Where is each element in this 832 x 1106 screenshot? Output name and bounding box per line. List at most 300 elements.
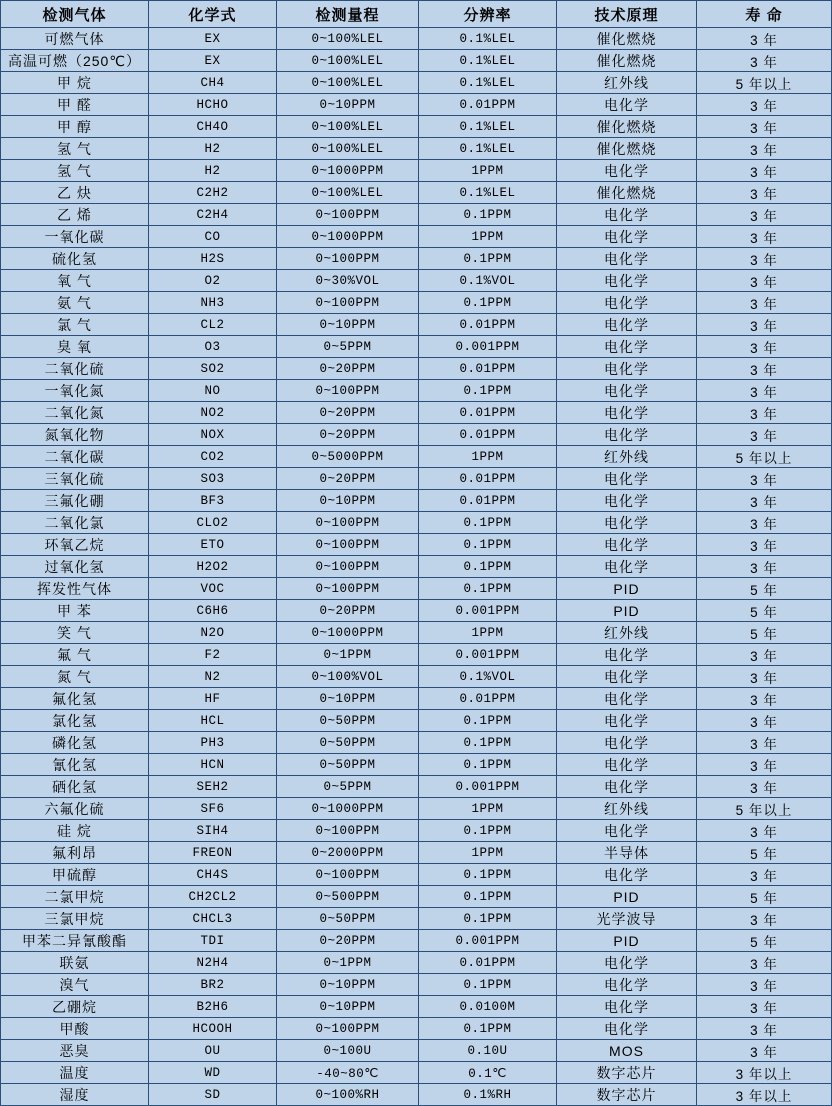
cell-gas: 挥发性气体 — [1, 578, 149, 600]
table-row — [1, 248, 832, 270]
cell-resolution: 0.10U — [419, 1040, 557, 1062]
cell-lifetime: 3 年 — [697, 358, 832, 380]
table-row — [1, 28, 832, 50]
cell-resolution: 1PPM — [419, 226, 557, 248]
table-row — [1, 974, 832, 996]
cell-resolution: 0.1PPM — [419, 732, 557, 754]
cell-resolution: 0.1%RH — [419, 1084, 557, 1106]
cell-lifetime: 3 年 — [697, 534, 832, 556]
table-row — [1, 468, 832, 490]
cell-lifetime: 3 年 — [697, 1040, 832, 1062]
cell-gas: 氮氧化物 — [1, 424, 149, 446]
table-row — [1, 930, 832, 952]
cell-principle: 电化学 — [557, 754, 697, 776]
cell-formula: F2 — [149, 644, 277, 666]
cell-gas: 乙 烯 — [1, 204, 149, 226]
cell-gas: 硒化氢 — [1, 776, 149, 798]
cell-principle: 电化学 — [557, 688, 697, 710]
cell-gas: 甲 醛 — [1, 94, 149, 116]
cell-range: 0~10PPM — [277, 94, 419, 116]
cell-formula: H2O2 — [149, 556, 277, 578]
cell-principle: 电化学 — [557, 204, 697, 226]
cell-gas: 溴气 — [1, 974, 149, 996]
cell-principle: 催化燃烧 — [557, 28, 697, 50]
cell-gas: 过氧化氢 — [1, 556, 149, 578]
cell-resolution: 0.001PPM — [419, 600, 557, 622]
table-row — [1, 512, 832, 534]
table-row — [1, 842, 832, 864]
table-row — [1, 182, 832, 204]
cell-resolution: 0.1PPM — [419, 380, 557, 402]
cell-gas: 氯化氢 — [1, 710, 149, 732]
cell-resolution: 0.1PPM — [419, 908, 557, 930]
table-row — [1, 336, 832, 358]
cell-gas: 甲苯二异氰酸酯 — [1, 930, 149, 952]
cell-gas: 二氧化碳 — [1, 446, 149, 468]
cell-lifetime: 3 年 — [697, 468, 832, 490]
cell-lifetime: 3 年 — [697, 512, 832, 534]
cell-gas: 硅 烷 — [1, 820, 149, 842]
cell-resolution: 0.01PPM — [419, 468, 557, 490]
cell-range: 0~100U — [277, 1040, 419, 1062]
cell-resolution: 0.01PPM — [419, 688, 557, 710]
cell-lifetime: 3 年 — [697, 424, 832, 446]
table-row — [1, 72, 832, 94]
cell-range: 0~100PPM — [277, 292, 419, 314]
column-header-gas: 检测气体 — [1, 1, 149, 28]
table-row — [1, 380, 832, 402]
cell-gas: 乙硼烷 — [1, 996, 149, 1018]
cell-formula: N2H4 — [149, 952, 277, 974]
cell-range: 0~1PPM — [277, 644, 419, 666]
cell-resolution: 0.1PPM — [419, 248, 557, 270]
cell-gas: 甲 烷 — [1, 72, 149, 94]
table-row — [1, 600, 832, 622]
cell-range: 0~1PPM — [277, 952, 419, 974]
cell-lifetime: 3 年 — [697, 1018, 832, 1040]
cell-lifetime: 3 年 — [697, 160, 832, 182]
cell-resolution: 0.001PPM — [419, 776, 557, 798]
cell-formula: FREON — [149, 842, 277, 864]
cell-gas: 三氯甲烷 — [1, 908, 149, 930]
table-header — [1, 1, 832, 28]
cell-lifetime: 3 年 — [697, 292, 832, 314]
cell-principle: 红外线 — [557, 798, 697, 820]
cell-resolution: 0.01PPM — [419, 424, 557, 446]
cell-resolution: 0.1PPM — [419, 512, 557, 534]
cell-range: 0~10PPM — [277, 490, 419, 512]
cell-principle: 电化学 — [557, 424, 697, 446]
cell-principle: 电化学 — [557, 160, 697, 182]
cell-gas: 乙 炔 — [1, 182, 149, 204]
table-row — [1, 402, 832, 424]
table-row — [1, 666, 832, 688]
cell-formula: N2O — [149, 622, 277, 644]
cell-principle: 电化学 — [557, 952, 697, 974]
cell-lifetime: 3 年以上 — [697, 1084, 832, 1106]
cell-lifetime: 3 年 — [697, 248, 832, 270]
column-header-range: 检测量程 — [277, 1, 419, 28]
table-row — [1, 820, 832, 842]
cell-lifetime: 5 年 — [697, 842, 832, 864]
cell-gas: 三氟化硼 — [1, 490, 149, 512]
table-row — [1, 952, 832, 974]
cell-lifetime: 3 年 — [697, 50, 832, 72]
cell-lifetime: 3 年 — [697, 336, 832, 358]
cell-gas: 湿度 — [1, 1084, 149, 1106]
cell-range: 0~100PPM — [277, 864, 419, 886]
cell-formula: EX — [149, 28, 277, 50]
cell-lifetime: 3 年 — [697, 908, 832, 930]
cell-lifetime: 3 年 — [697, 688, 832, 710]
cell-range: 0~10PPM — [277, 974, 419, 996]
cell-lifetime: 3 年 — [697, 974, 832, 996]
cell-formula: VOC — [149, 578, 277, 600]
cell-lifetime: 5 年 — [697, 622, 832, 644]
cell-principle: 催化燃烧 — [557, 182, 697, 204]
cell-formula: NO2 — [149, 402, 277, 424]
cell-range: 0~20PPM — [277, 468, 419, 490]
cell-principle: PID — [557, 930, 697, 952]
cell-range: 0~10PPM — [277, 314, 419, 336]
cell-formula: CH4 — [149, 72, 277, 94]
cell-principle: 电化学 — [557, 864, 697, 886]
cell-formula: EX — [149, 50, 277, 72]
cell-principle: 电化学 — [557, 402, 697, 424]
cell-range: 0~20PPM — [277, 358, 419, 380]
cell-lifetime: 5 年 — [697, 930, 832, 952]
cell-range: 0~100PPM — [277, 204, 419, 226]
cell-gas: 氢 气 — [1, 138, 149, 160]
cell-formula: SIH4 — [149, 820, 277, 842]
cell-formula: CL2 — [149, 314, 277, 336]
table-row — [1, 160, 832, 182]
table-row — [1, 490, 832, 512]
cell-principle: 电化学 — [557, 270, 697, 292]
table-row — [1, 556, 832, 578]
cell-formula: H2 — [149, 160, 277, 182]
cell-range: 0~1000PPM — [277, 226, 419, 248]
cell-lifetime: 3 年 — [697, 94, 832, 116]
table-row — [1, 644, 832, 666]
table-row — [1, 1018, 832, 1040]
cell-range: 0~10PPM — [277, 688, 419, 710]
cell-formula: B2H6 — [149, 996, 277, 1018]
cell-formula: H2S — [149, 248, 277, 270]
cell-resolution: 0.01PPM — [419, 402, 557, 424]
cell-gas: 可燃气体 — [1, 28, 149, 50]
cell-resolution: 0.1PPM — [419, 820, 557, 842]
table-row — [1, 732, 832, 754]
cell-range: 0~100%LEL — [277, 182, 419, 204]
cell-range: 0~100PPM — [277, 1018, 419, 1040]
cell-principle: 电化学 — [557, 534, 697, 556]
cell-principle: PID — [557, 578, 697, 600]
cell-lifetime: 3 年 — [697, 710, 832, 732]
cell-gas: 甲硫醇 — [1, 864, 149, 886]
cell-principle: 电化学 — [557, 490, 697, 512]
cell-formula: HCN — [149, 754, 277, 776]
cell-principle: 红外线 — [557, 72, 697, 94]
cell-resolution: 0.1%LEL — [419, 182, 557, 204]
column-header-principle: 技术原理 — [557, 1, 697, 28]
cell-principle: 电化学 — [557, 292, 697, 314]
table-row — [1, 908, 832, 930]
cell-resolution: 0.0100M — [419, 996, 557, 1018]
cell-gas: 氟化氢 — [1, 688, 149, 710]
cell-resolution: 0.1%VOL — [419, 270, 557, 292]
cell-lifetime: 3 年 — [697, 116, 832, 138]
cell-range: -40~80℃ — [277, 1062, 419, 1084]
cell-formula: NH3 — [149, 292, 277, 314]
cell-gas: 二氯甲烷 — [1, 886, 149, 908]
cell-range: 0~1000PPM — [277, 798, 419, 820]
cell-gas: 环氧乙烷 — [1, 534, 149, 556]
cell-lifetime: 3 年 — [697, 402, 832, 424]
cell-formula: CH4S — [149, 864, 277, 886]
cell-lifetime: 3 年 — [697, 490, 832, 512]
table-row — [1, 798, 832, 820]
cell-range: 0~1000PPM — [277, 160, 419, 182]
table-row — [1, 754, 832, 776]
cell-lifetime: 3 年 — [697, 204, 832, 226]
cell-gas: 恶臭 — [1, 1040, 149, 1062]
cell-gas: 氨 气 — [1, 292, 149, 314]
column-header-formula: 化学式 — [149, 1, 277, 28]
cell-principle: 电化学 — [557, 974, 697, 996]
cell-range: 0~100%LEL — [277, 116, 419, 138]
cell-range: 0~50PPM — [277, 754, 419, 776]
cell-gas: 氯 气 — [1, 314, 149, 336]
table-row — [1, 1062, 832, 1084]
cell-formula: SEH2 — [149, 776, 277, 798]
cell-lifetime: 3 年 — [697, 996, 832, 1018]
cell-principle: PID — [557, 600, 697, 622]
cell-gas: 甲酸 — [1, 1018, 149, 1040]
cell-principle: 电化学 — [557, 644, 697, 666]
cell-lifetime: 3 年 — [697, 666, 832, 688]
cell-gas: 笑 气 — [1, 622, 149, 644]
cell-lifetime: 3 年 — [697, 138, 832, 160]
table-row — [1, 1084, 832, 1106]
cell-lifetime: 3 年 — [697, 314, 832, 336]
cell-range: 0~10PPM — [277, 996, 419, 1018]
cell-formula: H2 — [149, 138, 277, 160]
cell-formula: SD — [149, 1084, 277, 1106]
table-row — [1, 996, 832, 1018]
cell-resolution: 0.01PPM — [419, 490, 557, 512]
cell-gas: 二氧化硫 — [1, 358, 149, 380]
table-row — [1, 578, 832, 600]
cell-gas: 二氧化氯 — [1, 512, 149, 534]
cell-lifetime: 3 年 — [697, 270, 832, 292]
cell-formula: O3 — [149, 336, 277, 358]
cell-principle: 电化学 — [557, 248, 697, 270]
cell-formula: NOX — [149, 424, 277, 446]
cell-formula: C2H2 — [149, 182, 277, 204]
cell-principle: 电化学 — [557, 380, 697, 402]
cell-resolution: 1PPM — [419, 622, 557, 644]
cell-resolution: 0.001PPM — [419, 930, 557, 952]
cell-formula: HCHO — [149, 94, 277, 116]
cell-resolution: 0.1%VOL — [419, 666, 557, 688]
cell-gas: 氧 气 — [1, 270, 149, 292]
cell-principle: 电化学 — [557, 556, 697, 578]
cell-resolution: 0.1PPM — [419, 974, 557, 996]
cell-range: 0~20PPM — [277, 402, 419, 424]
cell-range: 0~5PPM — [277, 336, 419, 358]
table-row — [1, 94, 832, 116]
cell-formula: CO — [149, 226, 277, 248]
table-row — [1, 1040, 832, 1062]
cell-formula: N2 — [149, 666, 277, 688]
cell-principle: 电化学 — [557, 512, 697, 534]
cell-range: 0~500PPM — [277, 886, 419, 908]
cell-gas: 温度 — [1, 1062, 149, 1084]
cell-principle: 电化学 — [557, 732, 697, 754]
cell-range: 0~100PPM — [277, 556, 419, 578]
cell-resolution: 0.01PPM — [419, 314, 557, 336]
cell-principle: 数字芯片 — [557, 1062, 697, 1084]
cell-gas: 硫化氢 — [1, 248, 149, 270]
cell-resolution: 0.1PPM — [419, 864, 557, 886]
cell-principle: 电化学 — [557, 336, 697, 358]
cell-resolution: 0.1%LEL — [419, 28, 557, 50]
cell-formula: HCOOH — [149, 1018, 277, 1040]
table-row — [1, 710, 832, 732]
cell-formula: SF6 — [149, 798, 277, 820]
cell-formula: CH2CL2 — [149, 886, 277, 908]
cell-lifetime: 5 年以上 — [697, 72, 832, 94]
cell-gas: 氟 气 — [1, 644, 149, 666]
cell-principle: 电化学 — [557, 94, 697, 116]
cell-range: 0~100PPM — [277, 820, 419, 842]
cell-resolution: 0.1%LEL — [419, 138, 557, 160]
cell-range: 0~50PPM — [277, 908, 419, 930]
cell-principle: 电化学 — [557, 710, 697, 732]
cell-lifetime: 3 年 — [697, 732, 832, 754]
cell-principle: MOS — [557, 1040, 697, 1062]
cell-principle: 电化学 — [557, 820, 697, 842]
table-row — [1, 270, 832, 292]
cell-formula: O2 — [149, 270, 277, 292]
cell-formula: HCL — [149, 710, 277, 732]
cell-lifetime: 3 年 — [697, 754, 832, 776]
cell-range: 0~100%LEL — [277, 28, 419, 50]
cell-formula: C2H4 — [149, 204, 277, 226]
cell-range: 0~100%LEL — [277, 72, 419, 94]
cell-formula: CHCL3 — [149, 908, 277, 930]
cell-formula: SO2 — [149, 358, 277, 380]
cell-resolution: 0.1℃ — [419, 1062, 557, 1084]
cell-formula: CH4O — [149, 116, 277, 138]
cell-resolution: 1PPM — [419, 160, 557, 182]
cell-resolution: 0.001PPM — [419, 644, 557, 666]
cell-principle: 红外线 — [557, 446, 697, 468]
cell-gas: 二氧化氮 — [1, 402, 149, 424]
cell-principle: 红外线 — [557, 622, 697, 644]
table-header-row — [1, 1, 832, 28]
table-row — [1, 226, 832, 248]
cell-formula: ETO — [149, 534, 277, 556]
cell-range: 0~100%RH — [277, 1084, 419, 1106]
table-row — [1, 314, 832, 336]
cell-lifetime: 3 年 — [697, 556, 832, 578]
cell-formula: BF3 — [149, 490, 277, 512]
cell-range: 0~5PPM — [277, 776, 419, 798]
cell-range: 0~20PPM — [277, 600, 419, 622]
cell-range: 0~100PPM — [277, 534, 419, 556]
column-header-resolution: 分辨率 — [419, 1, 557, 28]
cell-formula: CLO2 — [149, 512, 277, 534]
cell-lifetime: 5 年以上 — [697, 446, 832, 468]
cell-lifetime: 5 年 — [697, 600, 832, 622]
cell-gas: 甲 醇 — [1, 116, 149, 138]
cell-resolution: 0.1%LEL — [419, 116, 557, 138]
cell-principle: 催化燃烧 — [557, 50, 697, 72]
cell-lifetime: 3 年 — [697, 644, 832, 666]
table-row — [1, 424, 832, 446]
cell-resolution: 1PPM — [419, 842, 557, 864]
cell-range: 0~30%VOL — [277, 270, 419, 292]
cell-principle: 电化学 — [557, 468, 697, 490]
cell-formula: BR2 — [149, 974, 277, 996]
cell-formula: C6H6 — [149, 600, 277, 622]
cell-resolution: 0.01PPM — [419, 952, 557, 974]
table-row — [1, 864, 832, 886]
cell-lifetime: 5 年 — [697, 886, 832, 908]
cell-principle: 电化学 — [557, 666, 697, 688]
cell-range: 0~50PPM — [277, 732, 419, 754]
cell-lifetime: 5 年 — [697, 578, 832, 600]
cell-gas: 一氧化碳 — [1, 226, 149, 248]
cell-principle: 数字芯片 — [557, 1084, 697, 1106]
cell-resolution: 0.1%LEL — [419, 50, 557, 72]
cell-gas: 氟利昂 — [1, 842, 149, 864]
table-row — [1, 204, 832, 226]
cell-range: 0~5000PPM — [277, 446, 419, 468]
cell-formula: HF — [149, 688, 277, 710]
table-row — [1, 622, 832, 644]
cell-gas: 氢 气 — [1, 160, 149, 182]
cell-resolution: 0.1PPM — [419, 886, 557, 908]
table-row — [1, 534, 832, 556]
cell-gas: 甲 苯 — [1, 600, 149, 622]
cell-formula: TDI — [149, 930, 277, 952]
cell-lifetime: 3 年 — [697, 776, 832, 798]
cell-resolution: 0.1PPM — [419, 534, 557, 556]
cell-range: 0~100%LEL — [277, 50, 419, 72]
cell-principle: 电化学 — [557, 776, 697, 798]
cell-principle: 催化燃烧 — [557, 138, 697, 160]
cell-gas: 氮 气 — [1, 666, 149, 688]
cell-formula: PH3 — [149, 732, 277, 754]
cell-lifetime: 5 年以上 — [697, 798, 832, 820]
cell-gas: 氰化氢 — [1, 754, 149, 776]
table-row — [1, 138, 832, 160]
cell-range: 0~100PPM — [277, 512, 419, 534]
cell-range: 0~100%LEL — [277, 138, 419, 160]
cell-principle: 光学波导 — [557, 908, 697, 930]
cell-lifetime: 3 年 — [697, 182, 832, 204]
cell-gas: 联氨 — [1, 952, 149, 974]
cell-principle: 电化学 — [557, 996, 697, 1018]
cell-formula: OU — [149, 1040, 277, 1062]
cell-range: 0~100PPM — [277, 578, 419, 600]
cell-resolution: 0.1PPM — [419, 1018, 557, 1040]
cell-resolution: 0.1PPM — [419, 204, 557, 226]
cell-resolution: 1PPM — [419, 446, 557, 468]
